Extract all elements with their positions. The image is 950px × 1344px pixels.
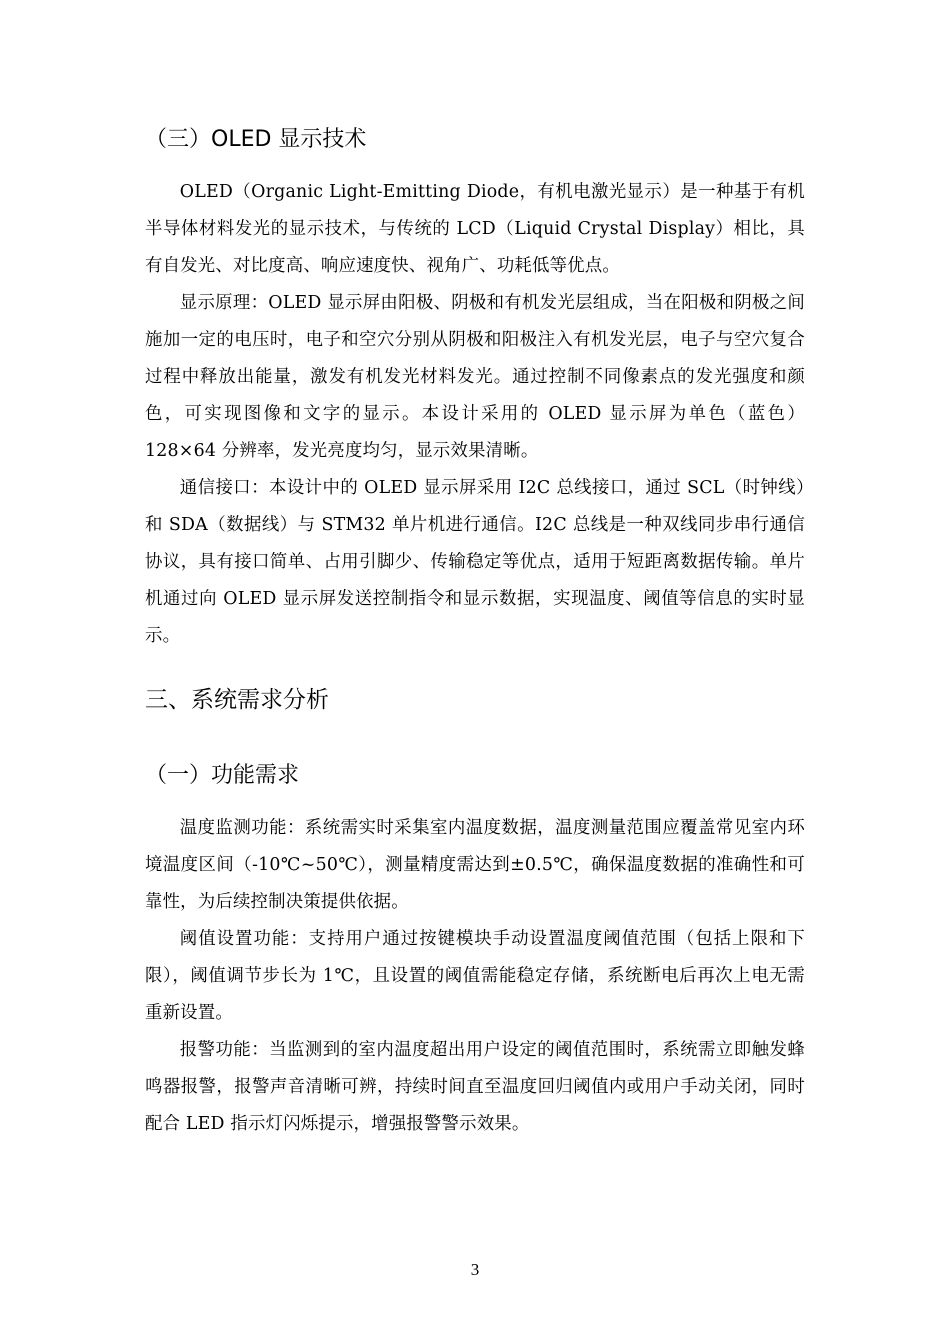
section-heading-oled: （三）OLED 显示技术 bbox=[145, 127, 367, 152]
paragraph-display-principle: 显示原理：OLED 显示屏由阳极、阴极和有机发光层组成，当在阳极和阴极之间施加一定的电压时，电子和空穴分别从阴极和阳极注入有机发光层，电子与空穴复合过程中释放出能量，激发有机发光材料发光。通过控制不同像素点的发光强度和颜色，可实现图像和文字的显示。本设计采用的 OLED 显示屏为单色（蓝色）128×64 分辨率，发光亮度均匀，显示效果清晰。 bbox=[145, 293, 805, 461]
paragraph-communication-interface: 通信接口：本设计中的 OLED 显示屏采用 I2C 总线接口，通过 SCL（时钟线）和 SDA（数据线）与 STM32 单片机进行通信。I2C 总线是一种双线同步串行通信协议，具有接口简单、占用引脚少、传输稳定等优点，适用于短距离数据传输。单片机通过向 OLED 显示屏发送控制指令和显示数据，实现温度、阈值等信息的实时显示。 bbox=[145, 478, 805, 646]
paragraph-temperature-monitoring: 温度监测功能：系统需实时采集室内温度数据，温度测量范围应覆盖常见室内环境温度区间（-10℃~50℃），测量精度需达到±0.5℃，确保温度数据的准确性和可靠性，为后续控制决策提供依据。 bbox=[145, 818, 805, 912]
chapter-heading-requirements: 三、系统需求分析 bbox=[145, 687, 329, 713]
page-number: 3 bbox=[470, 1260, 480, 1279]
paragraph-oled-intro: OLED（Organic Light-Emitting Diode，有机电激光显示）是一种基于有机半导体材料发光的显示技术，与传统的 LCD（Liquid Crystal Display）相比，具有自发光、对比度高、响应速度快、视角广、功耗低等优点。 bbox=[145, 182, 805, 276]
paragraph-threshold-setting: 阈值设置功能：支持用户通过按键模块手动设置温度阈值范围（包括上限和下限），阈值调节步长为 1℃，且设置的阈值需能稳定存储，系统断电后再次上电无需重新设置。 bbox=[145, 929, 805, 1023]
section-heading-functional: （一）功能需求 bbox=[145, 763, 300, 788]
paragraph-alarm: 报警功能：当监测到的室内温度超出用户设定的阈值范围时，系统需立即触发蜂鸣器报警，报警声音清晰可辨，持续时间直至温度回归阈值内或用户手动关闭，同时配合 LED 指示灯闪烁提示，增强报警警示效果。 bbox=[145, 1040, 805, 1134]
